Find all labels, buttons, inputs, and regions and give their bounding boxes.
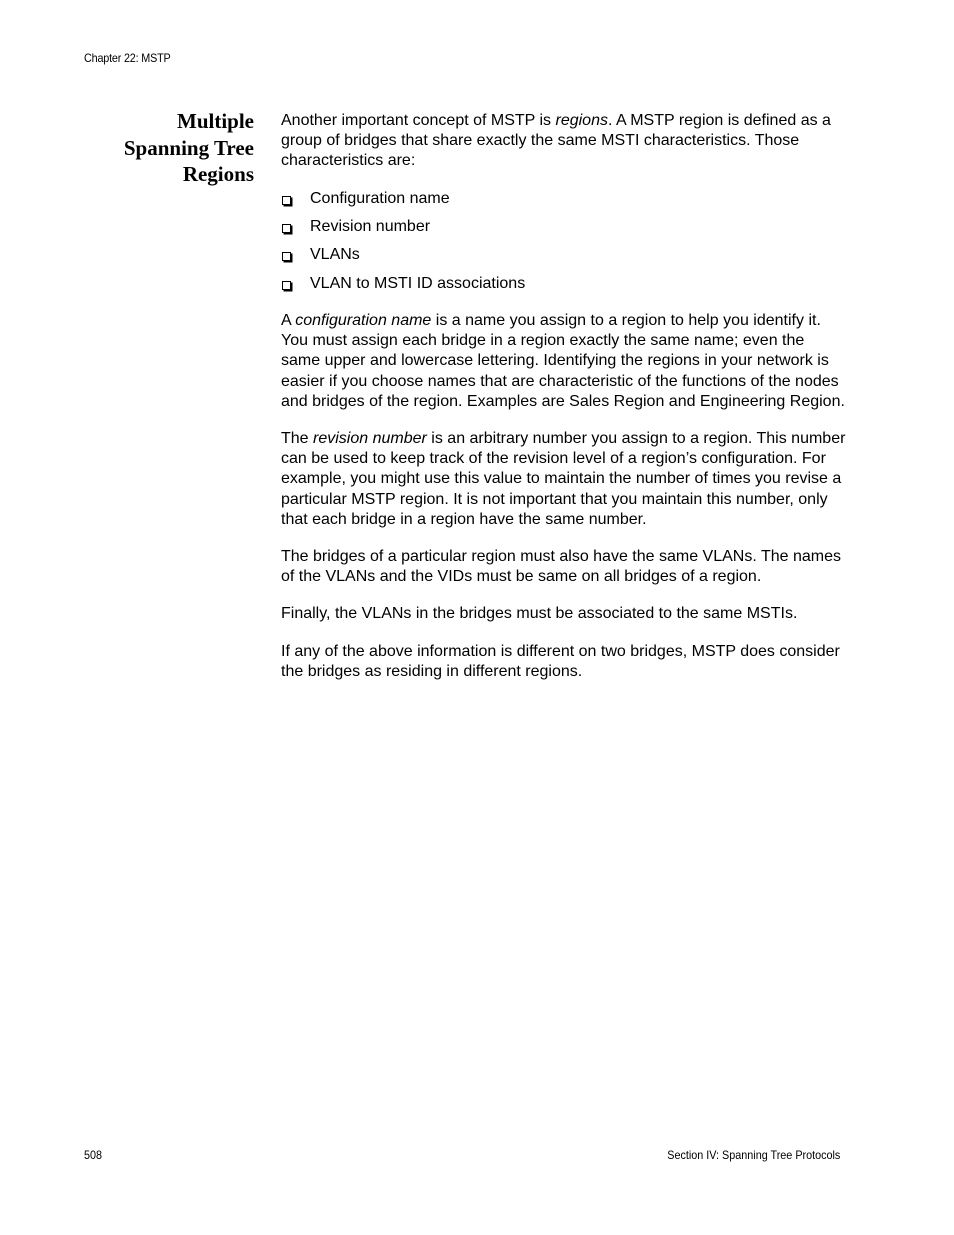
intro-text-2: . A MSTP region is defined as a group of bridges that share exactly the same MSTI characteristics. Those characteristics are: [281, 112, 831, 170]
section-heading-line-2: Spanning Tree [123, 135, 254, 160]
different-regions-paragraph: If any of the above information is different on two bridges, MSTP does consider the bridges as residing in different regions. [281, 642, 840, 680]
list-item-label: Revision number [310, 218, 431, 235]
config-text-1: A [281, 311, 296, 329]
section-heading-line-3: Regions [182, 162, 254, 186]
revision-number-paragraph [281, 429, 847, 530]
revision-text-1: The [281, 430, 314, 447]
section-heading-line-1: Multiple [177, 109, 254, 133]
list-item [281, 217, 847, 237]
checkbox-bullet-icon [282, 281, 291, 290]
characteristics-list [281, 189, 847, 294]
revision-text-2: is an arbitrary number you assign to a region. This number can be used to keep track of the revision level of a region’s configuration. For example, you might use this value to maintain the number of times you revise a particular MSTP region. It is not important that you maintain this number, only that each bridge in a region have the same number. [281, 430, 846, 528]
checkbox-bullet-icon [282, 252, 291, 261]
list-item [281, 274, 847, 294]
list-item-label: VLAN to MSTI ID associations [310, 274, 526, 292]
vlans-paragraph: The bridges of a particular region must also have the same VLANs. The names of the VLANs and the VIDs must be same on all bridges of a region. [281, 548, 841, 586]
config-text-2: is a name you assign to a region to help you identify it. You must assign each bridge in a region exactly the same name; even the same upper and lowercase lettering. Identifying the regions in your network is easier if you choose names that are characteristic of the functions of the nodes and bridges of the region. Examples are Sales Region and Engineering Region. [281, 311, 845, 410]
revision-term: revision number [313, 430, 427, 447]
body-content [281, 111, 847, 699]
list-item-label: VLANs [310, 246, 360, 264]
msti-paragraph: Finally, the VLANs in the bridges must be associated to the same MSTIs. [281, 605, 798, 623]
page-number: 508 [84, 1148, 103, 1162]
list-item [281, 189, 847, 209]
checkbox-bullet-icon [282, 196, 291, 205]
configuration-name-paragraph [281, 311, 847, 412]
checkbox-bullet-icon [282, 224, 291, 233]
list-item [281, 245, 847, 265]
intro-paragraph [281, 111, 847, 172]
running-header: Chapter 22: MSTP [84, 51, 171, 65]
list-item-label: Configuration name [310, 189, 450, 207]
config-term: configuration name [295, 311, 432, 329]
intro-term: regions [555, 112, 608, 129]
intro-text-1: Another important concept of MSTP is [281, 112, 556, 129]
section-heading [84, 108, 254, 188]
running-footer: Section IV: Spanning Tree Protocols [666, 1148, 840, 1162]
